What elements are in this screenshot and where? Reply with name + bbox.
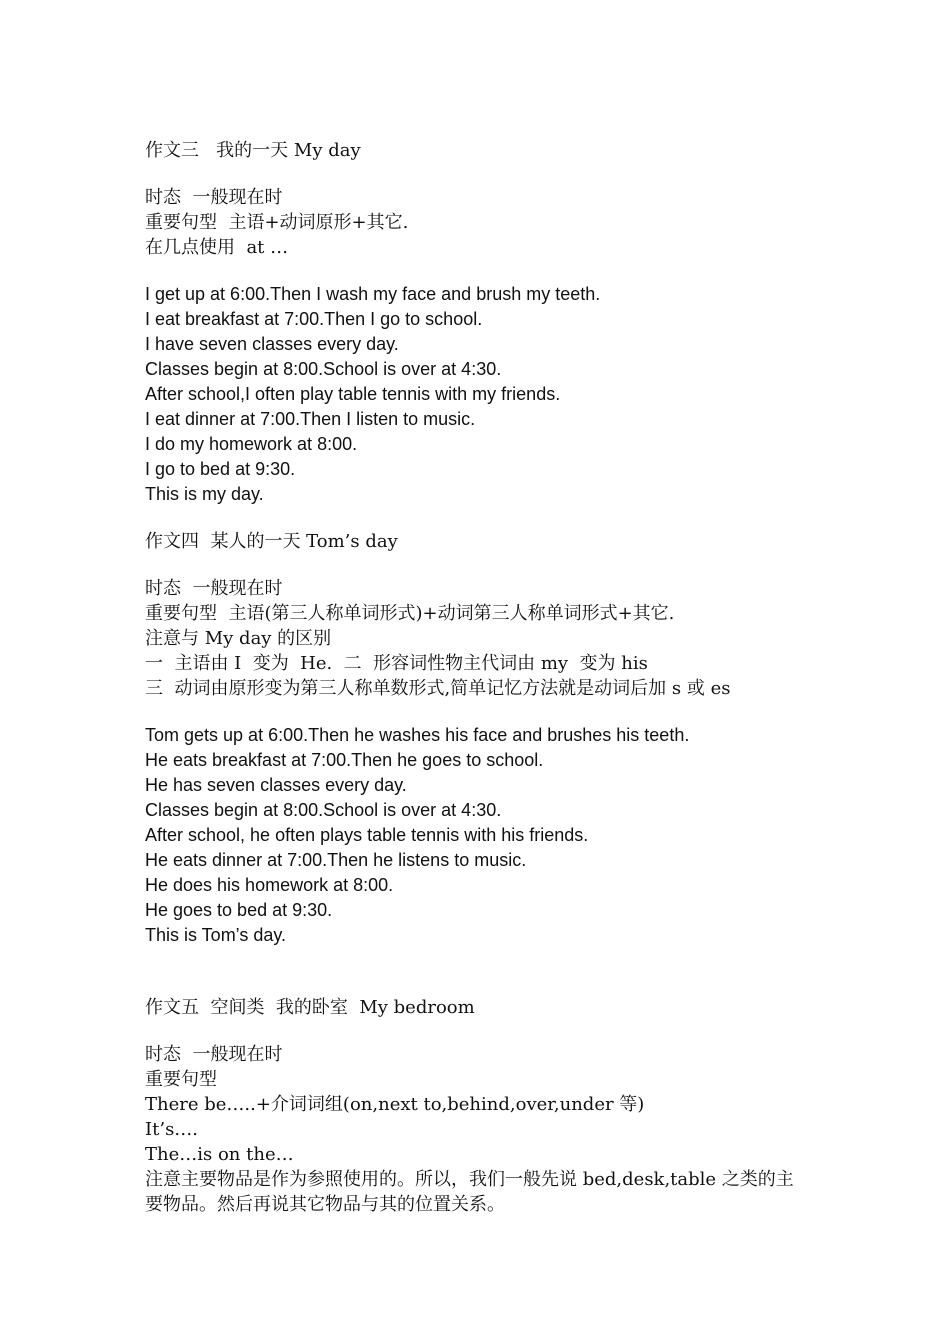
section3-essay-line: Classes begin at 8:00.School is over at 4:30.: [145, 359, 502, 379]
section4-essay-line: He eats dinner at 7:00.Then he listens to music.: [145, 850, 527, 870]
section3-essay-line: I eat breakfast at 7:00.Then I go to school.: [145, 309, 483, 329]
section3-note: 在几点使用 at …: [145, 237, 289, 258]
section4-essay-line: He does his homework at 8:00.: [145, 875, 394, 895]
section3-essay-line: After school,I often play table tennis with my friends.: [145, 384, 561, 404]
section5-heading: 作文五 空间类 我的卧室 My bedroom: [145, 997, 475, 1018]
section3-essay-line: I have seven classes every day.: [145, 334, 399, 354]
section3-essay-line: This is my day.: [145, 484, 264, 504]
section4-note: 一 主语由 I 变为 He. 二 形容词性物主代词由 my 变为 his: [145, 653, 648, 674]
section4-essay-line: Tom gets up at 6:00.Then he washes his face and brushes his teeth.: [145, 725, 690, 745]
section5-note: There be…..+介词词组(on,next to,behind,over,under 等): [145, 1094, 645, 1115]
section5-note: 重要句型: [145, 1069, 217, 1090]
section4-note: 三 动词由原形变为第三人称单数形式,简单记忆方法就是动词后加 s 或 es: [145, 678, 731, 699]
section3-note: 重要句型 主语+动词原形+其它.: [145, 212, 409, 233]
section4-essay-line: He goes to bed at 9:30.: [145, 900, 333, 920]
section4-note: 重要句型 主语(第三人称单词形式)+动词第三人称单词形式+其它.: [145, 603, 675, 624]
section3-essay-line: I get up at 6:00.Then I wash my face and brush my teeth.: [145, 284, 601, 304]
section3-essay-line: I go to bed at 9:30.: [145, 459, 296, 479]
section4-essay-line: Classes begin at 8:00.School is over at 4:30.: [145, 800, 502, 820]
section4-note: 时态 一般现在时: [145, 578, 283, 599]
section4-note: 注意与 My day 的区别: [145, 628, 332, 649]
section4-essay-line: After school, he often plays table tennis with his friends.: [145, 825, 589, 845]
section5-paragraph: 注意主要物品是作为参照使用的。所以，我们一般先说 bed,desk,table 之类的主要物品。然后再说其它物品与其的位置关系。: [145, 1169, 794, 1215]
section5-note: 时态 一般现在时: [145, 1044, 283, 1065]
section3-heading: 作文三 我的一天 My day: [145, 140, 361, 161]
section3-note: 时态 一般现在时: [145, 187, 283, 208]
section4-essay-line: He eats breakfast at 7:00.Then he goes to school.: [145, 750, 544, 770]
section5-note: The…is on the…: [145, 1144, 294, 1165]
document-page: [145, 138, 825, 1217]
section3-essay-line: I eat dinner at 7:00.Then I listen to music.: [145, 409, 476, 429]
section4-essay-line: He has seven classes every day.: [145, 775, 407, 795]
section4-heading: 作文四 某人的一天 Tom’s day: [145, 531, 398, 552]
section5-note: It’s….: [145, 1119, 199, 1140]
section4-essay-line: This is Tom’s day.: [145, 925, 287, 945]
section3-essay-line: I do my homework at 8:00.: [145, 434, 358, 454]
